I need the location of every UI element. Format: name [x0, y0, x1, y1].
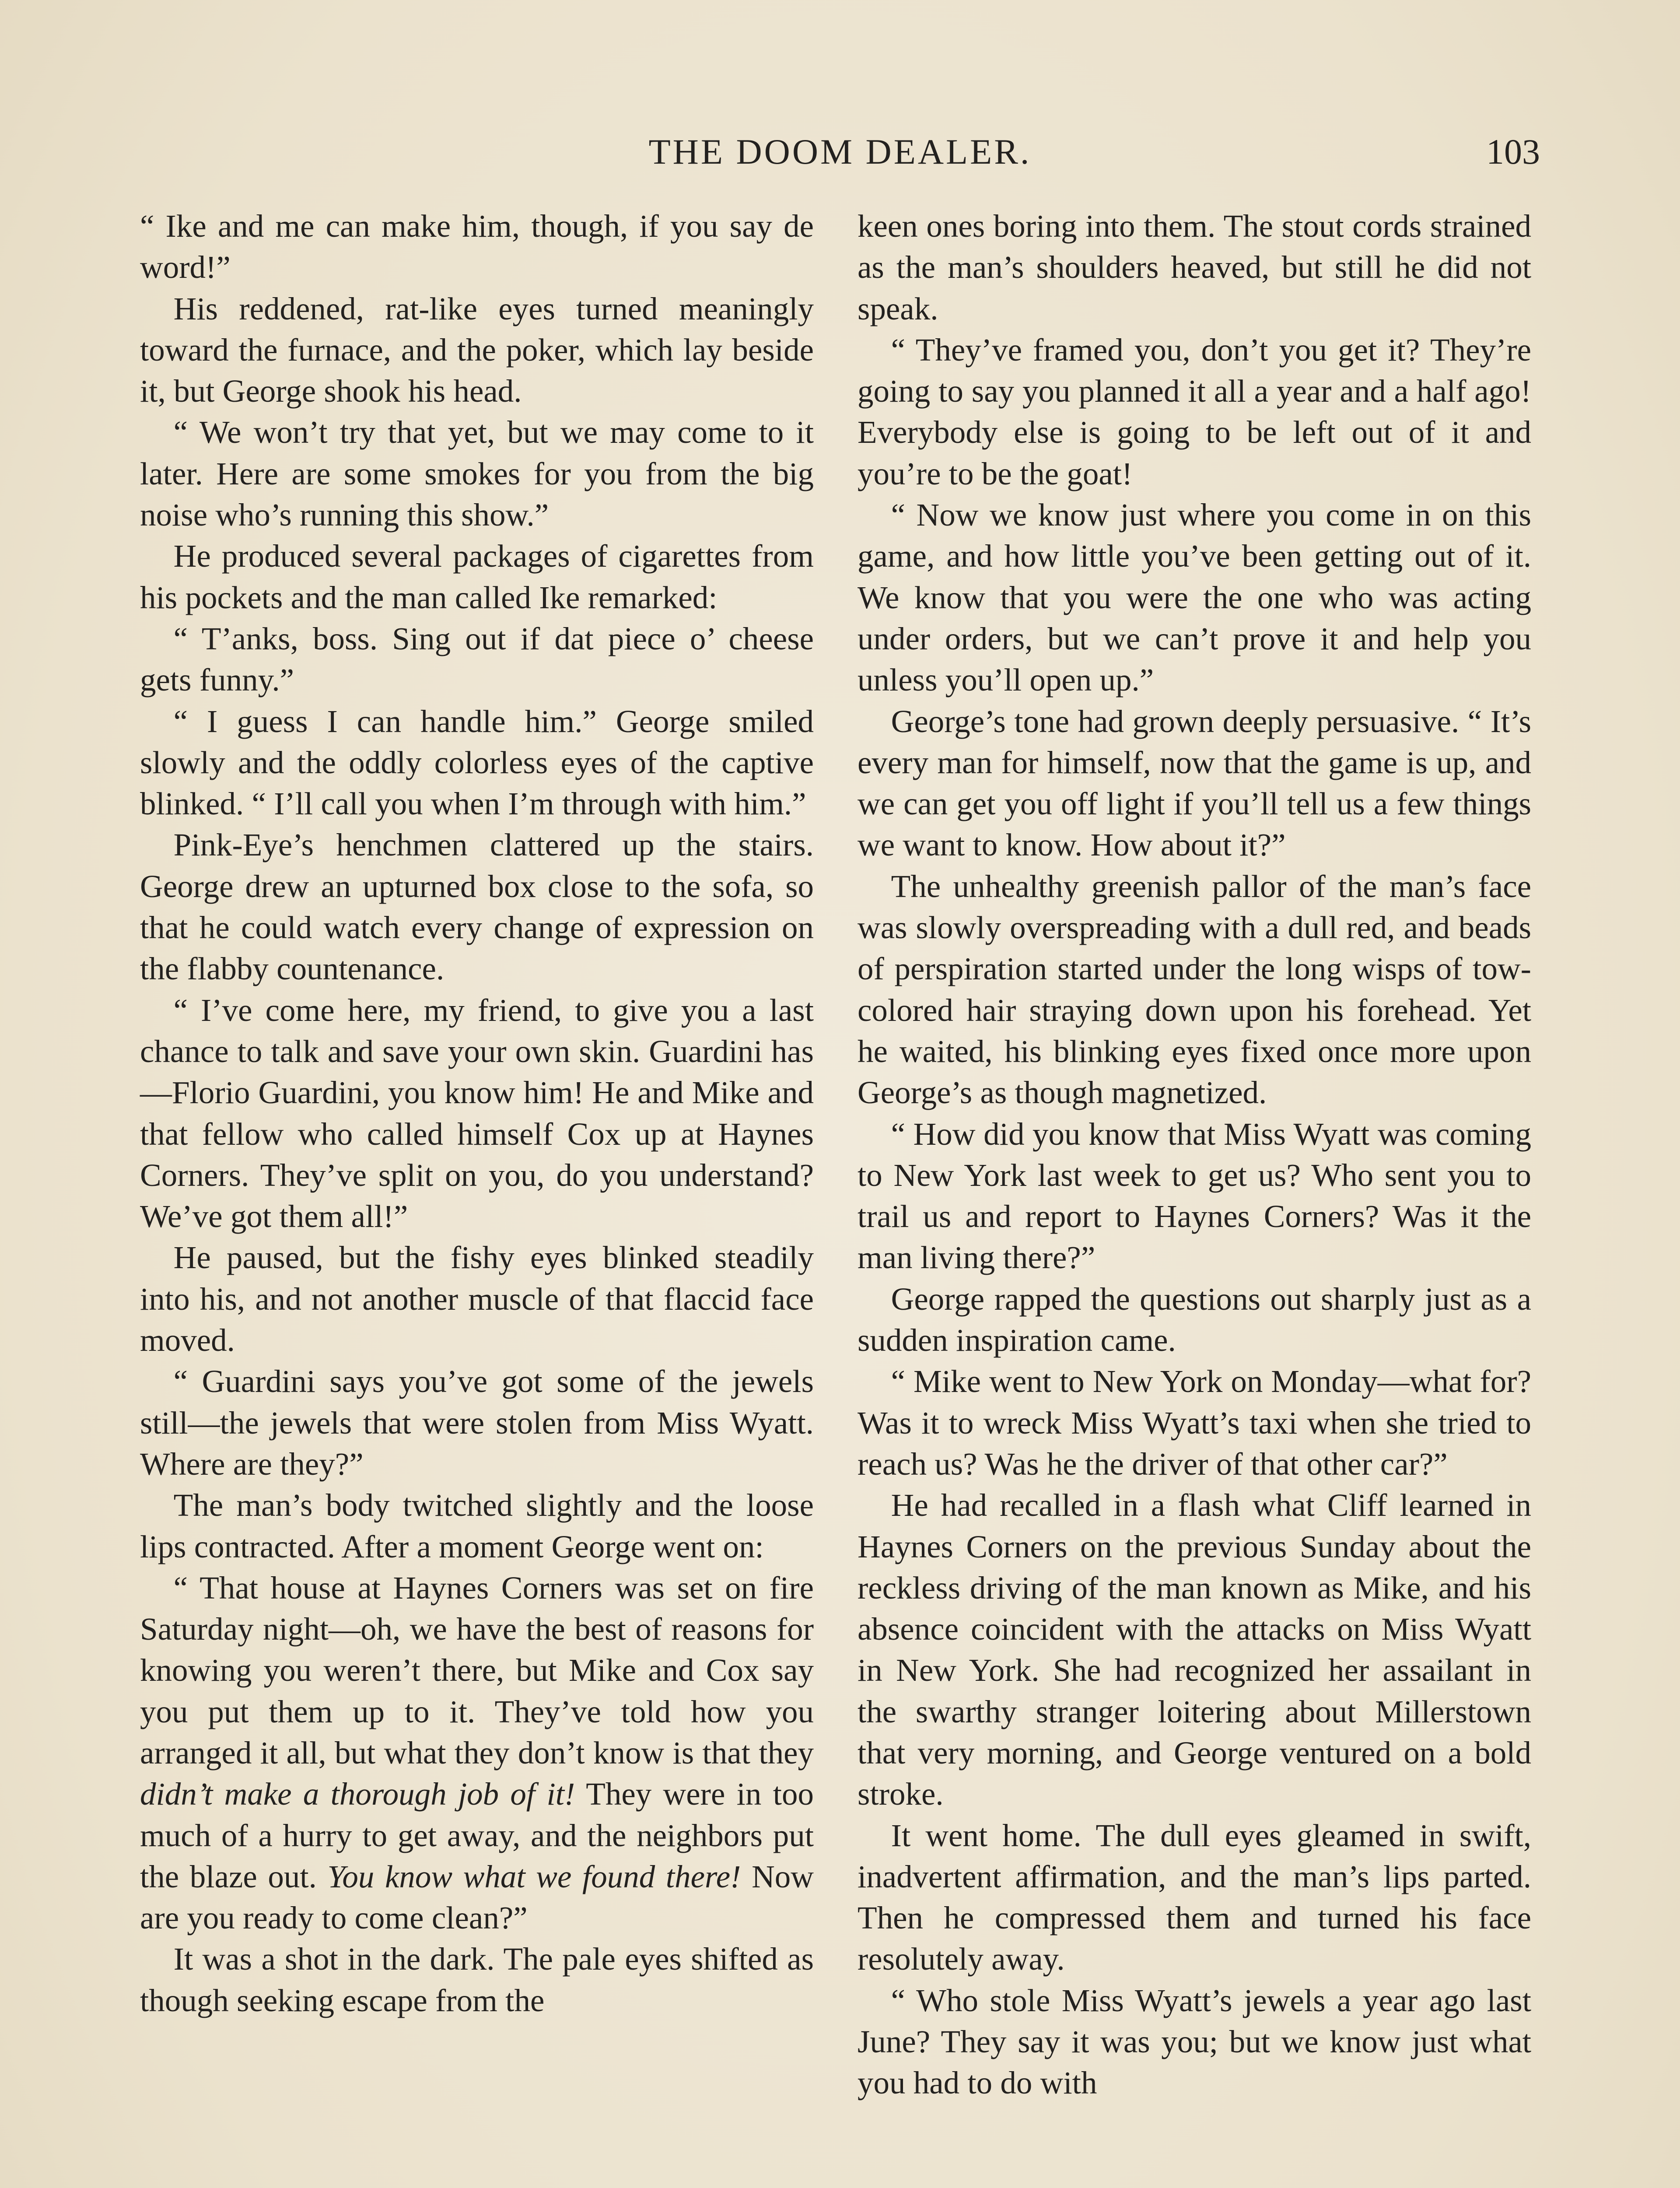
paragraph: George rapped the questions out sharply just as a sudden inspiration came.: [858, 1281, 1531, 1358]
paragraph: The unhealthy greenish pallor of the man’s face was slowly overspreading with a dull red, and beads of perspiration started under the long wisps of tow-colored hair straying down upon his forehead. Yet he waited, his blinking eyes fixed once more upon George’s as though magnetized.: [858, 868, 1531, 1111]
paragraph: [140, 1567, 814, 1939]
paragraph: The man’s body twitched slightly and the loose lips contracted. After a moment George went on:: [140, 1487, 814, 1564]
paragraph: “ Now we know just where you come in on this game, and how little you’ve been getting out of it. We know that you were the one who was acting under orders, but we can’t prove it and help you unless you’ll open up.”: [858, 497, 1531, 698]
right-column: [858, 206, 1531, 2104]
paragraph: He had recalled in a flash what Cliff learned in Haynes Corners on the previous Sunday about the reckless driving of the man known as Mike, and his absence coincident with the attacks on Miss Wyatt in New York. She had recognized her assailant in the swarthy stranger loitering about Millerstown that very morning, and George ventured on a bold stroke.: [858, 1487, 1531, 1812]
paragraph-text: They were in too much of a hurry to get away, and the neighbors put the blaze out.: [140, 1776, 814, 1894]
paragraph: “ We won’t try that yet, but we may come to it later. Here are some smokes for you from the big noise who’s running this show.”: [140, 414, 814, 533]
italic-text: You know what we found there!: [327, 1858, 741, 1894]
italic-text: didn’t make a thorough job of it!: [140, 1776, 575, 1812]
paragraph: “ How did you know that Miss Wyatt was coming to New York last week to get us? Who sent you to trail us and report to Haynes Corners? Was it the man living there?”: [858, 1116, 1531, 1276]
paragraph: He paused, but the fishy eyes blinked steadily into his, and not another muscle of that flaccid face moved.: [140, 1240, 814, 1358]
paragraph: “ I guess I can handle him.” George smiled slowly and the oddly colorless eyes of the captive blinked. “ I’ll call you when I’m through with him.”: [140, 703, 814, 822]
paragraph: “ Guardini says you’ve got some of the jewels still—the jewels that were stolen from Miss Wyatt. Where are they?”: [140, 1364, 814, 1482]
paragraph: “ They’ve framed you, don’t you get it? They’re going to say you planned it all a year and a half ago! Everybody else is going to be left out of it and you’re to be the goat!: [858, 332, 1531, 491]
paragraph: He produced several packages of cigarettes from his pockets and the man called Ike remarked:: [140, 538, 814, 615]
running-title: THE DOOM DEALER.: [648, 132, 1032, 172]
paragraph: “ Who stole Miss Wyatt’s jewels a year ago last June? They say it was you; but we know just what you had to do with: [858, 1982, 1531, 2101]
paragraph: keen ones boring into them. The stout cords strained as the man’s shoulders heaved, but still he did not speak.: [858, 208, 1531, 326]
paragraph: “ I’ve come here, my friend, to give you a last chance to talk and save your own skin. Guardini has—Florio Guardini, you know him! He and Mike and that fellow who called himself Cox up at Haynes Corners. They’ve split on you, do you understand? We’ve got them all!”: [140, 992, 814, 1234]
paragraph: It went home. The dull eyes gleamed in swift, inadvertent affirmation, and the man’s lips parted. Then he compressed them and turned his face resolutely away.: [858, 1817, 1531, 1977]
page-number: 103: [1486, 132, 1540, 172]
paragraph: “ Mike went to New York on Monday—what for? Was it to wreck Miss Wyatt’s taxi when she tried to reach us? Was he the driver of that other car?”: [858, 1364, 1531, 1482]
paragraph: George’s tone had grown deeply persuasive. “ It’s every man for himself, now that the game is up, and we can get you off light if you’ll tell us a few things we want to know. How about it?”: [858, 703, 1531, 863]
left-column: [140, 206, 814, 2021]
paragraph: It was a shot in the dark. The pale eyes shifted as though seeking escape from the: [140, 1941, 814, 2018]
paragraph: Pink-Eye’s henchmen clattered up the stairs. George drew an upturned box close to the sofa, so that he could watch every change of expression on the flabby countenance.: [140, 827, 814, 987]
paragraph-text: Now are you ready to come clean?”: [140, 1858, 814, 1936]
paragraph: “ T’anks, boss. Sing out if dat piece o’ cheese gets funny.”: [140, 621, 814, 698]
page-header: [140, 131, 1540, 179]
paragraph: “ Ike and me can make him, though, if you say de word!”: [140, 208, 814, 285]
paragraph: His reddened, rat-like eyes turned meaningly toward the furnace, and the poker, which lay beside it, but George shook his head.: [140, 291, 814, 409]
paragraph-text: “ That house at Haynes Corners was set on fire Saturday night—oh, we have the best of reasons for knowing you weren’t there, but Mike and Cox say you put them up to it. They’ve told how you arranged it all, but what they don’t know is that they: [140, 1570, 814, 1771]
